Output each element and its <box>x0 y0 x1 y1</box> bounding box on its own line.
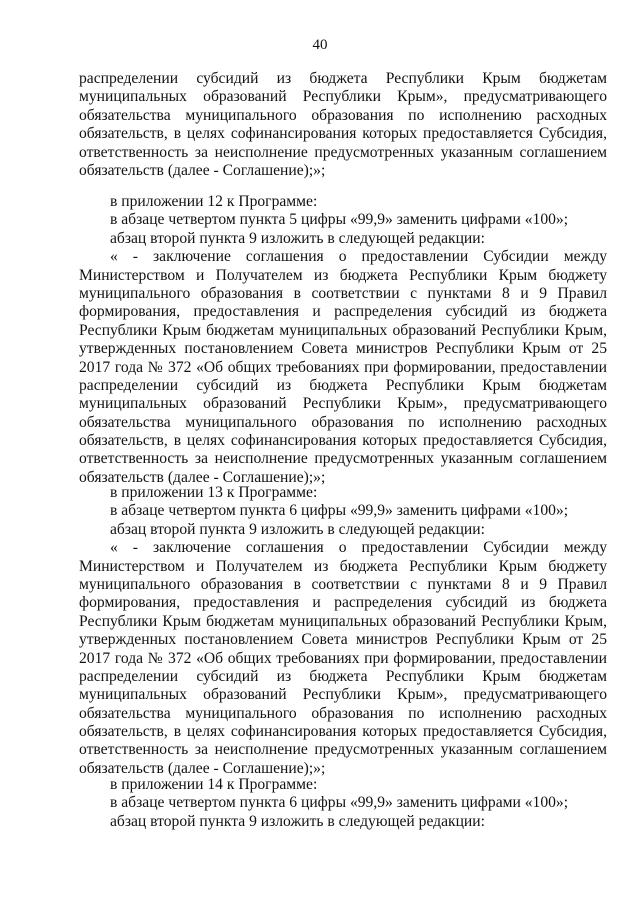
quoted-text-line: обязательств (далее - Соглашение);»; <box>79 759 326 777</box>
quoted-text-line: муниципальных образований Республики Крым», предусматривающего <box>79 686 607 704</box>
quoted-text-line: обязательств (далее - Соглашение);»; <box>79 468 326 486</box>
amendment-line: абзац второй пункта 9 изложить в следующей редакции: <box>110 812 485 830</box>
quoted-text-line: формирования, предоставления и распределения субсидий из бюджета <box>79 594 607 612</box>
appendix-heading: в приложении 12 к Программе: <box>110 193 318 210</box>
quoted-text-line: формирования, предоставления и распределения субсидий из бюджета <box>79 303 607 321</box>
quoted-text-line: утвержденных постановлением Совета министров Республики Крым от 25 <box>79 631 607 649</box>
appendix-13-section <box>79 484 607 778</box>
text-line: обязательств (далее - Соглашение);»; <box>79 161 326 179</box>
quoted-text-line: распределении субсидий из бюджета Республики Крым бюджетам <box>79 667 607 685</box>
appendix-12-section <box>79 193 607 487</box>
quoted-text-line: обязательства муниципального образования по исполнению расходных <box>79 413 607 431</box>
appendix-heading: в приложении 13 к Программе: <box>110 484 318 501</box>
quoted-text-line: распределении субсидий из бюджета Республики Крым бюджетам <box>79 376 607 394</box>
quoted-text-line: Республики Крым бюджетам муниципальных образований Республики Крым, <box>79 321 607 339</box>
text-line: обязательства муниципального образования по исполнению расходных <box>79 106 607 124</box>
quoted-text-line: 2017 года № 372 «Об общих требованиях при формировании, предоставлении <box>79 649 607 667</box>
quoted-text-line: обязательств, в целях софинансирования которых предоставляется Субсидия, <box>79 432 607 450</box>
quoted-text-line: обязательств, в целях софинансирования которых предоставляется Субсидия, <box>79 723 607 741</box>
quoted-text-line: муниципального образования в соответствии с пунктами 8 и 9 Правил <box>79 284 607 302</box>
quoted-text-line: Министерством и Получателем из бюджета Республики Крым бюджету <box>79 557 607 575</box>
quoted-text-line: ответственность за неисполнение предусмотренных указанным соглашением <box>79 741 607 759</box>
quoted-text-line: Республики Крым бюджетам муниципальных образований Республики Крым, <box>79 612 607 630</box>
text-line: обязательств, в целях софинансирования которых предоставляется Субсидия, <box>79 125 607 143</box>
page-number: 40 <box>312 37 328 53</box>
amendment-line: в абзаце четвертом пункта 6 цифры «99,9» заменить цифрами «100»; <box>110 794 569 812</box>
text-line: муниципальных образований Республики Крым», предусматривающего <box>79 88 607 106</box>
amendment-line: абзац второй пункта 9 изложить в следующей редакции: <box>110 229 485 247</box>
quoted-text-line: Министерством и Получателем из бюджета Республики Крым бюджету <box>79 266 607 284</box>
quoted-text-line: муниципальных образований Республики Крым», предусматривающего <box>79 395 607 413</box>
text-line: распределении субсидий из бюджета Республики Крым бюджетам <box>79 70 607 87</box>
amendment-line: абзац второй пункта 9 изложить в следующей редакции: <box>110 520 485 538</box>
amendment-line: в абзаце четвертом пункта 5 цифры «99,9» заменить цифрами «100»; <box>110 211 569 229</box>
quoted-text-line: утвержденных постановлением Совета министров Республики Крым от 25 <box>79 340 607 358</box>
quoted-text-line: муниципального образования в соответствии с пунктами 8 и 9 Правил <box>79 575 607 593</box>
quoted-text-line: « - заключение соглашения о предоставлении Субсидии между <box>110 539 607 557</box>
quoted-text-line: ответственность за неисполнение предусмотренных указанным соглашением <box>79 450 607 468</box>
quoted-text-line: обязательства муниципального образования по исполнению расходных <box>79 704 607 722</box>
paragraph-continuation <box>79 70 607 180</box>
amendment-line: в абзаце четвертом пункта 6 цифры «99,9» заменить цифрами «100»; <box>110 502 569 520</box>
appendix-heading: в приложении 14 к Программе: <box>110 776 318 793</box>
quoted-text-line: 2017 года № 372 «Об общих требованиях при формировании, предоставлении <box>79 358 607 376</box>
text-line: ответственность за неисполнение предусмотренных указанным соглашением <box>79 143 607 161</box>
appendix-14-section <box>79 776 607 831</box>
quoted-text-line: « - заключение соглашения о предоставлении Субсидии между <box>110 248 607 266</box>
